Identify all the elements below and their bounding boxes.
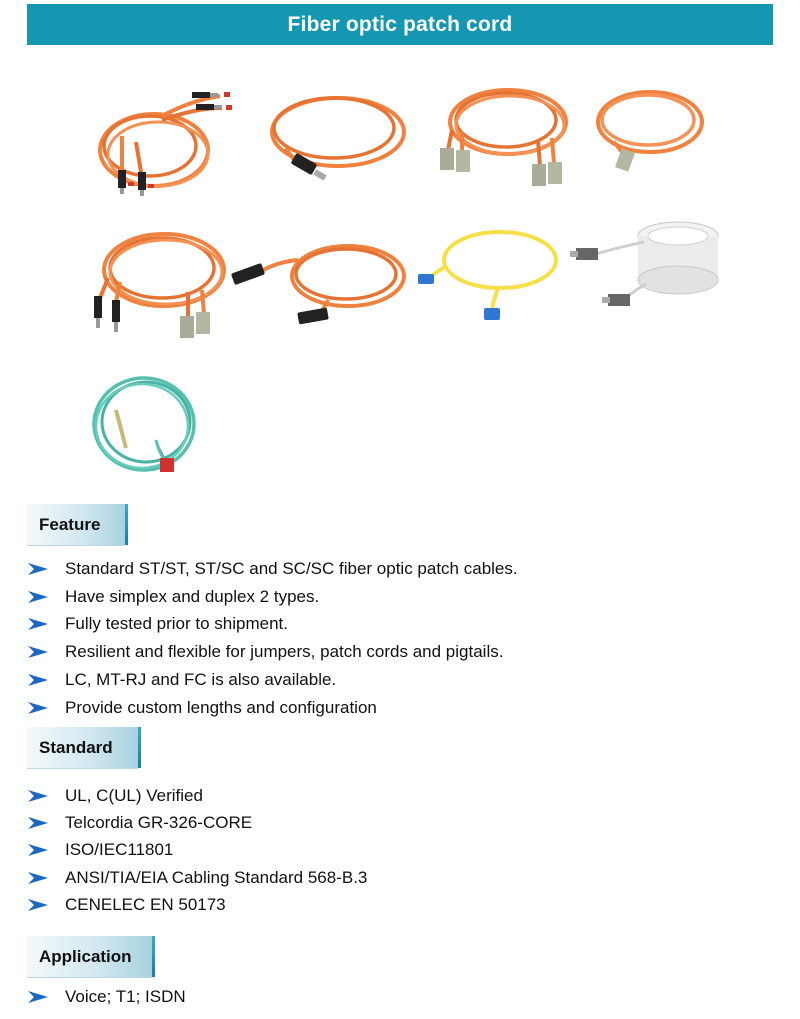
standard-list-item — [27, 837, 367, 864]
feature-item-text: LC, MT-RJ and FC is also available. — [65, 670, 337, 690]
standard-list-item — [27, 782, 367, 809]
bullet-arrow-icon — [27, 898, 49, 912]
feature-item-text: Have simplex and duplex 2 types. — [65, 586, 320, 606]
duplex-st-st-orange-cable-icon — [92, 86, 242, 201]
standard-list-item — [27, 891, 367, 918]
application-heading: Application — [39, 946, 132, 966]
duplex-st-sc-orange-cable-icon — [84, 222, 234, 342]
feature-list-item — [27, 583, 518, 611]
feature-list-item — [27, 555, 518, 583]
feature-list-item — [27, 638, 518, 666]
feature-list-item — [27, 611, 518, 639]
standard-item-text: UL, C(UL) Verified — [65, 785, 203, 805]
simplex-st-orange-cable-icon — [262, 86, 412, 201]
application-item-text: Voice; T1; ISDN — [65, 986, 186, 1006]
feature-item-text: Resilient and flexible for jumpers, patch cords and pigtails. — [65, 642, 504, 662]
feature-item-text: Standard ST/ST, ST/SC and SC/SC fiber optic patch cables. — [65, 558, 518, 578]
standard-list-item — [27, 809, 367, 836]
standard-heading-bar — [27, 727, 138, 769]
bullet-arrow-icon — [27, 673, 49, 687]
bullet-arrow-icon — [27, 990, 49, 1004]
application-list-item — [27, 983, 186, 1010]
feature-list-item — [27, 666, 518, 694]
bullet-arrow-icon — [27, 701, 49, 715]
heading-edge — [125, 504, 128, 545]
feature-heading-bar — [27, 504, 125, 546]
standard-list — [27, 782, 367, 918]
simplex-sc-orange-cable-icon — [588, 86, 708, 176]
lc-yellow-cable-icon — [414, 226, 564, 326]
page-title: Fiber optic patch cord — [287, 12, 513, 36]
feature-heading: Feature — [39, 514, 101, 534]
application-heading-bar — [27, 936, 152, 978]
standard-item-text: ANSI/TIA/EIA Cabling Standard 568-B.3 — [65, 867, 368, 887]
standard-item-text: CENELEC EN 50173 — [65, 894, 226, 914]
standard-heading: Standard — [39, 737, 113, 757]
fc-pigtail-white-cable-icon — [566, 208, 726, 323]
heading-edge — [152, 936, 155, 977]
feature-item-text: Provide custom lengths and configuration — [65, 697, 377, 717]
feature-list — [27, 555, 518, 722]
bullet-arrow-icon — [27, 843, 49, 857]
standard-item-text: ISO/IEC11801 — [65, 840, 174, 860]
application-list — [27, 983, 186, 1010]
bullet-arrow-icon — [27, 645, 49, 659]
feature-item-text: Fully tested prior to shipment. — [65, 614, 288, 634]
duplex-sc-sc-orange-cable-icon — [428, 80, 578, 195]
bullet-arrow-icon — [27, 871, 49, 885]
bullet-arrow-icon — [27, 789, 49, 803]
bullet-arrow-icon — [27, 617, 49, 631]
standard-item-text: Telcordia GR-326-CORE — [65, 812, 253, 832]
bullet-arrow-icon — [27, 816, 49, 830]
mtrj-orange-cable-icon — [228, 232, 408, 327]
bullet-arrow-icon — [27, 590, 49, 604]
feature-list-item — [27, 694, 518, 722]
page-title-bar — [27, 4, 773, 45]
standard-list-item — [27, 864, 367, 891]
aqua-multimode-cable-icon — [86, 370, 206, 480]
heading-edge — [138, 727, 141, 768]
bullet-arrow-icon — [27, 562, 49, 576]
